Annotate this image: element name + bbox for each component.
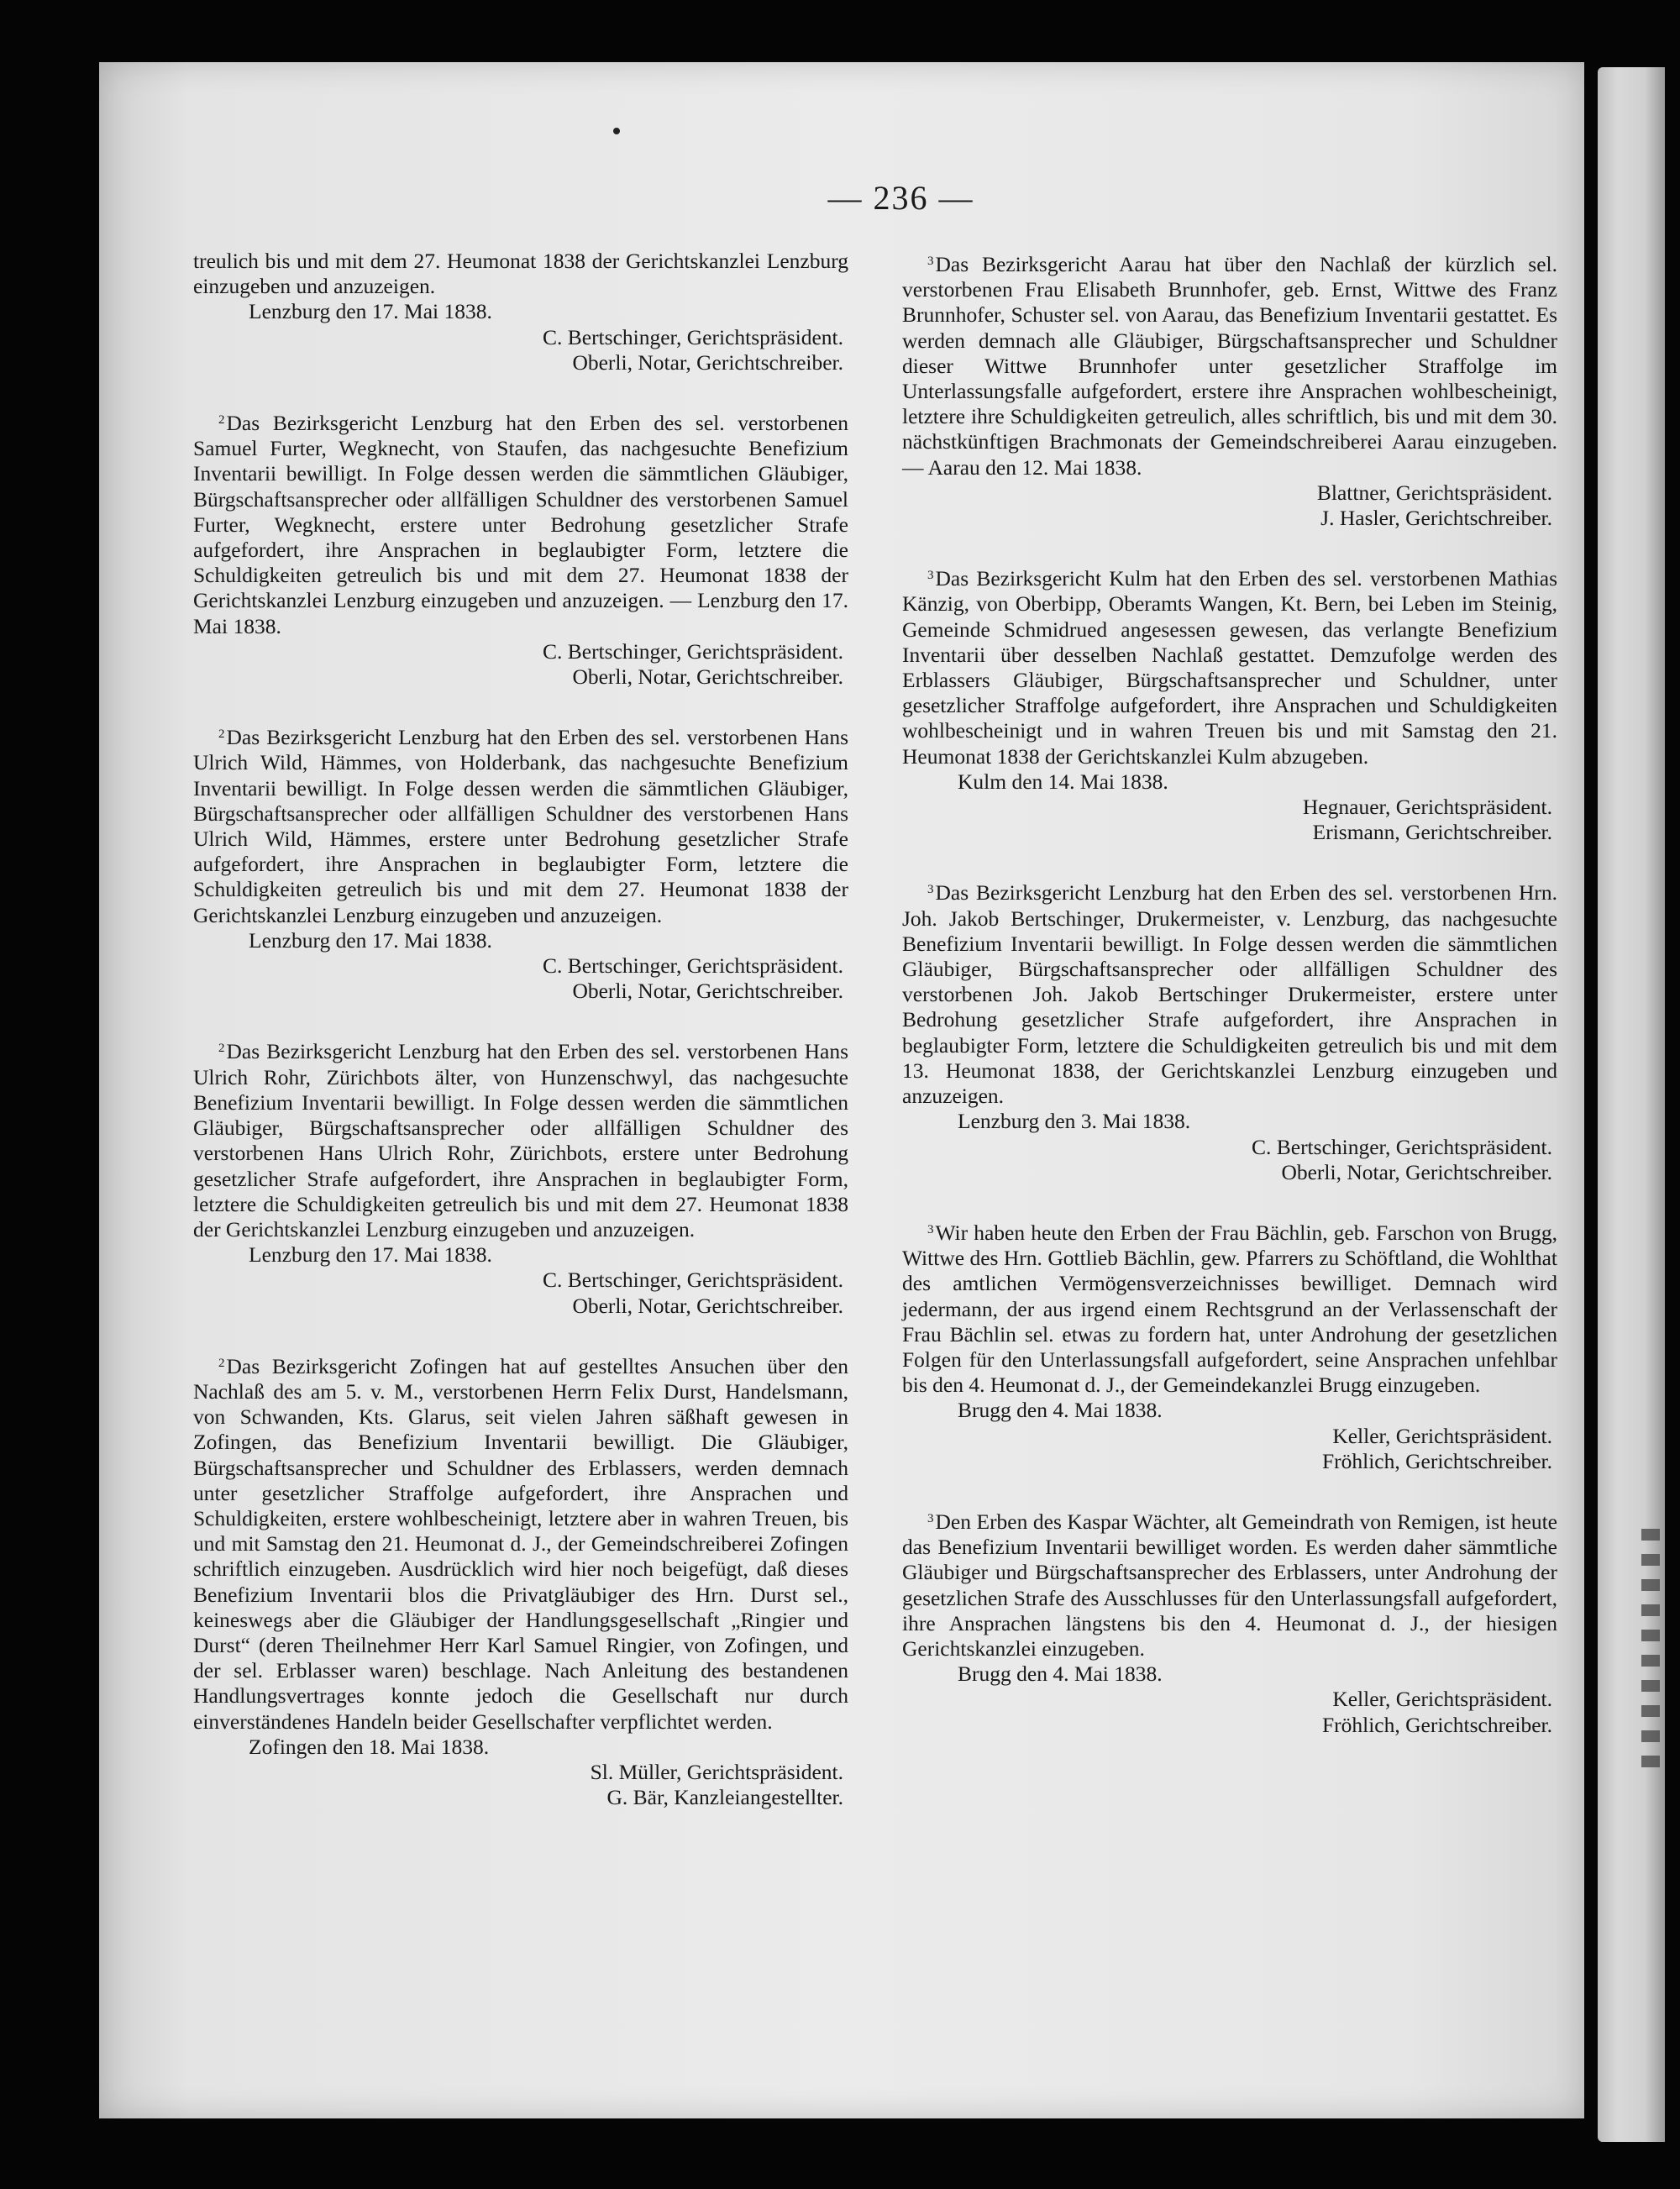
notice-text: Das Bezirksgericht Kulm hat den Erben des sel. verstorbenen Mathias Känzig, von Oberbipp, Oberamts Wangen, Kt. Bern, bei Leben im Steinig, Gemeinde Schmidrued angesessen gewesen, das verlangte Benefizium Inventarii über desselben Nachlaß gestattet. Demzufolge werden des Erblassers Gläubiger, Bürgschaftsansprecher und Schuldner, unter gesetzlicher Straffolge aufgefordert, ihre Ansprachen und Schuldigkeiten wohlbescheinigt und in wahren Treuen bis und mit Samstag den 21. Heumonat 1838 der Gerichtskanzlei Kulm abzugeben. <box>902 566 1557 769</box>
notice-place-date: Lenzburg den 17. Mai 1838. <box>249 1242 492 1268</box>
signature-clerk: Oberli, Notar, Gerichtschreiber. <box>572 979 843 1004</box>
notice-number: 3 <box>927 1222 934 1236</box>
notice-durst <box>193 1351 848 1811</box>
notice-number: 2 <box>218 727 225 742</box>
notice-waechter <box>902 1506 1557 1738</box>
notice-furter <box>193 407 848 690</box>
notice-number: 2 <box>218 1356 225 1370</box>
notice-text: Das Bezirksgericht Lenzburg hat den Erben des sel. verstorbenen Hrn. Joh. Jakob Bertschinger, Drukermeister, v. Lenzburg, das nachgesuchte Benefizium Inventarii bewilligt. In Folge dessen werden die sämmtlichen Gläubiger, Bürgschaftsansprecher oder allfälligen Schuldner des verstorbenen Joh. Jakob Bertschinger Drukermeister, erstere unter Bedrohung gesetzlicher Strafe aufgefordert, ihre Ansprachen in beglaubigter Form, letztere die Schuldigkeiten getreulich bis und mit dem 13. Heumonat 1838, der Gerichtskanzlei Lenzburg einzugeben und anzuzeigen. <box>902 880 1557 1109</box>
notice-wild <box>193 722 848 1004</box>
notice-body <box>193 407 848 639</box>
notice-text: Wir haben heute den Erben der Frau Bächlin, geb. Farschon von Brugg, Wittwe des Hrn. Gottlieb Bächlin, gew. Pfarrers zu Schöftland, die Wohlthat des amtlichen Vermögensverzeichnisses bewilliget. Demnach wird jedermann, der aus irgend einem Rechtsgrund an der Verlassenschaft der Frau Bächlin sel. etwas zu fordern hat, unter Androhung der gesetzlichen Folgen für den Unterlassungsfall aufgefordert, seine Ansprachen unfehlbar bis den 4. Heumonat d. J., der Gemeindekanzlei Brugg einzugeben. <box>902 1220 1557 1398</box>
notice-body <box>902 877 1557 1109</box>
notice-place-date: Zofingen den 18. Mai 1838. <box>249 1734 490 1759</box>
signature-clerk: Oberli, Notar, Gerichtschreiber. <box>572 349 843 375</box>
page-number: — 236 — <box>827 179 974 217</box>
notice-text: Das Bezirksgericht Zofingen hat auf gestelltes Ansuchen über den Nachlaß des am 5. v. M., verstorbenen Herrn Felix Durst, Handelsmann, von Schwanden, Kts. Glarus, seit vielen Jahren säßhaft gewesen in Zofingen, das Benefizium Inventarii bewilligt. Die Gläubiger, Bürgschaftsansprecher und Schuldner des Erblassers, werden demnach unter gesetzlicher Straffolge aufgefordert, ihre Ansprachen und Schuldigkeiten, erstere wohlbescheinigt, letztere aber in wahren Treuen, bis und mit Samstag den 21. Heumonat d. J., der Gemeindschreiberei Zofingen schriftlich einzugeben. Ausdrücklich wird hier noch beigefügt, daß dieses Benefizium Inventarii blos die Privatgläubiger des Hrn. Durst sel., keineswegs aber die Gläubiger der Handlungsgesellschaft „Ringier und Durst“ (deren Theilnehmer Herr Karl Samuel Ringier, von Zofingen, und der sel. Erblasser waren) beschlage. Nach Anleitung des bestandenen Handlungsvertrages konnte jedoch die Gesellschaft nur durch einverständenes Handeln beider Gesellschafter verpflichtet werden. <box>193 1353 848 1734</box>
notice-body <box>193 722 848 928</box>
signature-clerk: Oberli, Notar, Gerichtschreiber. <box>1281 1159 1552 1184</box>
notice-number: 3 <box>927 883 934 897</box>
signature-clerk: Oberli, Notar, Gerichtschreiber. <box>572 1293 843 1318</box>
notice-number: 3 <box>927 255 934 268</box>
notice-body <box>193 1351 848 1735</box>
notice-place-date: Brugg den 4. Mai 1838. <box>958 1661 1163 1687</box>
signature-president: C. Bertschinger, Gerichtspräsident. <box>542 953 843 979</box>
adjacent-page-print <box>1641 1529 1660 1781</box>
notice-brunnhofer <box>902 249 1557 531</box>
signature-president: C. Bertschinger, Gerichtspräsident. <box>1251 1134 1552 1159</box>
signature-president: Hegnauer, Gerichtspräsident. <box>1302 795 1552 820</box>
notice-place-date: Brugg den 4. Mai 1838. <box>958 1398 1163 1423</box>
notice-place-date: Lenzburg den 17. Mai 1838. <box>249 299 492 324</box>
notice-text: Das Bezirksgericht Lenzburg hat den Erben des sel. verstorbenen Hans Ulrich Wild, Hämmes, von Holderbank, das nachgesuchte Benefizium Inventarii bewilligt. In Folge dessen werden die sämmtlichen Gläubiger, Bürgschaftsansprecher oder allfälligen Schuldner des verstorbenen Hans Ulrich Wild, Hämmes, erstere unter Bedrohung gesetzlicher Strafe aufgefordert, ihre Ansprachen in beglaubigter Form, letztere die Schuldigkeiten getreulich bis und mit dem 27. Heumonat 1838 der Gerichtskanzlei Lenzburg einzugeben und anzuzeigen. <box>193 725 848 927</box>
notice-text: Das Bezirksgericht Lenzburg hat den Erben des sel. verstorbenen Hans Ulrich Rohr, Zürichbots älter, von Hunzenschwyl, das nachgesuchte Benefizium Inventarii bewilligt. In Folge dessen werden die sämmtlichen Gläubiger, Bürgschaftsansprecher oder allfälligen Schuldner des verstorbenen Hans Ulrich Rohr, Zürichbots, erstere unter Bedrohung gesetzlicher Strafe aufgefordert, ihre Ansprachen in beglaubigter Form, letztere die Schuldigkeiten getreulich bis und mit dem 27. Heumonat 1838 der Gerichtskanzlei Lenzburg einzugeben und anzuzeigen. <box>193 1039 848 1241</box>
notice-rohr <box>193 1036 848 1318</box>
notice-place-date: Lenzburg den 17. Mai 1838. <box>249 927 492 953</box>
notice-text: Das Bezirksgericht Aarau hat über den Nachlaß der kürzlich sel. verstorbenen Frau Elisabeth Brunnhofer, geb. Ernst, Wittwe des Franz Brunnhofer, Schuster sel. von Aarau, das Benefizium Inventarii gestattet. Es werden demnach alle Gläubiger, Bürgschaftsansprecher und Schuldner dieser Wittwe Brunnhofer unter gesetzlicher Straffolge im Unterlassungsfalle aufgefordert, erstere ihre Ansprachen wohlbescheinigt, letztere ihre Schuldigkeiten getreulich, alles schriftlich, bis und mit dem 30. nächstkünftigen Brachmonats der Gemeindschreiberei Aarau einzugeben. — Aarau den 12. Mai 1838. <box>902 252 1557 480</box>
notice-body <box>193 1036 848 1242</box>
left-column <box>193 249 848 1842</box>
notice-body <box>902 1506 1557 1661</box>
right-column <box>902 249 1557 1770</box>
signature-president: C. Bertschinger, Gerichtspräsident. <box>542 1268 843 1293</box>
signature-president: Sl. Müller, Gerichtspräsident. <box>590 1759 843 1784</box>
notice-text: Den Erben des Kaspar Wächter, alt Gemeindrath von Remigen, ist heute das Benefizium Inventarii bewilliget worden. Es werden daher sämmtliche Gläubiger und Bürgschaftsansprecher des Erblassers, unter Androhung der gesetzlichen Strafe des Ausschlusses für den Unterlassungsfall aufgefordert, ihre Ansprachen längstens bis den 4. Heumonat d. J., der hiesigen Gerichtskanzlei einzugeben. <box>902 1509 1557 1661</box>
signature-clerk: J. Hasler, Gerichtschreiber. <box>1320 506 1552 531</box>
notice-text: treulich bis und mit dem 27. Heumonat 1838 der Gerichtskanzlei Lenzburg einzugeben und anzuzeigen. <box>193 249 848 299</box>
adjacent-page-edge <box>1598 67 1665 2142</box>
notice-bertschinger <box>902 877 1557 1184</box>
signature-clerk: Oberli, Notar, Gerichtschreiber. <box>572 664 843 690</box>
page-header <box>0 178 1680 218</box>
notice-place-date: Kulm den 14. Mai 1838. <box>958 769 1168 794</box>
signature-president: Keller, Gerichtspräsident. <box>1332 1423 1552 1448</box>
notice-number: 3 <box>927 1511 934 1525</box>
signature-president: Blattner, Gerichtspräsident. <box>1316 480 1552 505</box>
ink-speck <box>613 128 620 134</box>
notice-body <box>902 1217 1557 1398</box>
notice-body <box>902 563 1557 769</box>
signature-president: Keller, Gerichtspräsident. <box>1332 1687 1552 1712</box>
notice-place-date: Lenzburg den 3. Mai 1838. <box>958 1109 1191 1134</box>
signature-clerk: Fröhlich, Gerichtschreiber. <box>1321 1712 1552 1737</box>
notice-body <box>902 249 1557 480</box>
notice-number: 3 <box>927 569 934 583</box>
signature-clerk: Erismann, Gerichtschreiber. <box>1312 820 1552 845</box>
notice-lenzburg-continuation <box>193 249 848 375</box>
notice-text: Das Bezirksgericht Lenzburg hat den Erben des sel. verstorbenen Samuel Furter, Wegknecht, von Staufen, das nachgesuchte Benefizium Inventarii bewilligt. In Folge dessen werden die sämmtlichen Gläubiger, Bürgschaftsansprecher oder allfälligen Schuldner des verstorbenen Samuel Furter, Wegknecht, erstere unter Bedrohung gesetzlicher Strafe aufgefordert, ihre Ansprachen in beglaubigter Form, letztere die Schuldigkeiten getreulich bis und mit dem 27. Heumonat 1838 der Gerichtskanzlei Lenzburg einzugeben und anzuzeigen. — Lenzburg den 17. Mai 1838. <box>193 411 848 638</box>
notice-number: 2 <box>218 1042 225 1056</box>
signature-president: C. Bertschinger, Gerichtspräsident. <box>542 638 843 664</box>
signature-clerk: G. Bär, Kanzleiangestellter. <box>606 1785 843 1810</box>
notice-body <box>193 249 848 299</box>
signature-clerk: Fröhlich, Gerichtschreiber. <box>1321 1448 1552 1473</box>
notice-kaenzig <box>902 563 1557 845</box>
notice-baechlin <box>902 1217 1557 1474</box>
notice-number: 2 <box>218 413 225 428</box>
signature-president: C. Bertschinger, Gerichtspräsident. <box>542 324 843 349</box>
